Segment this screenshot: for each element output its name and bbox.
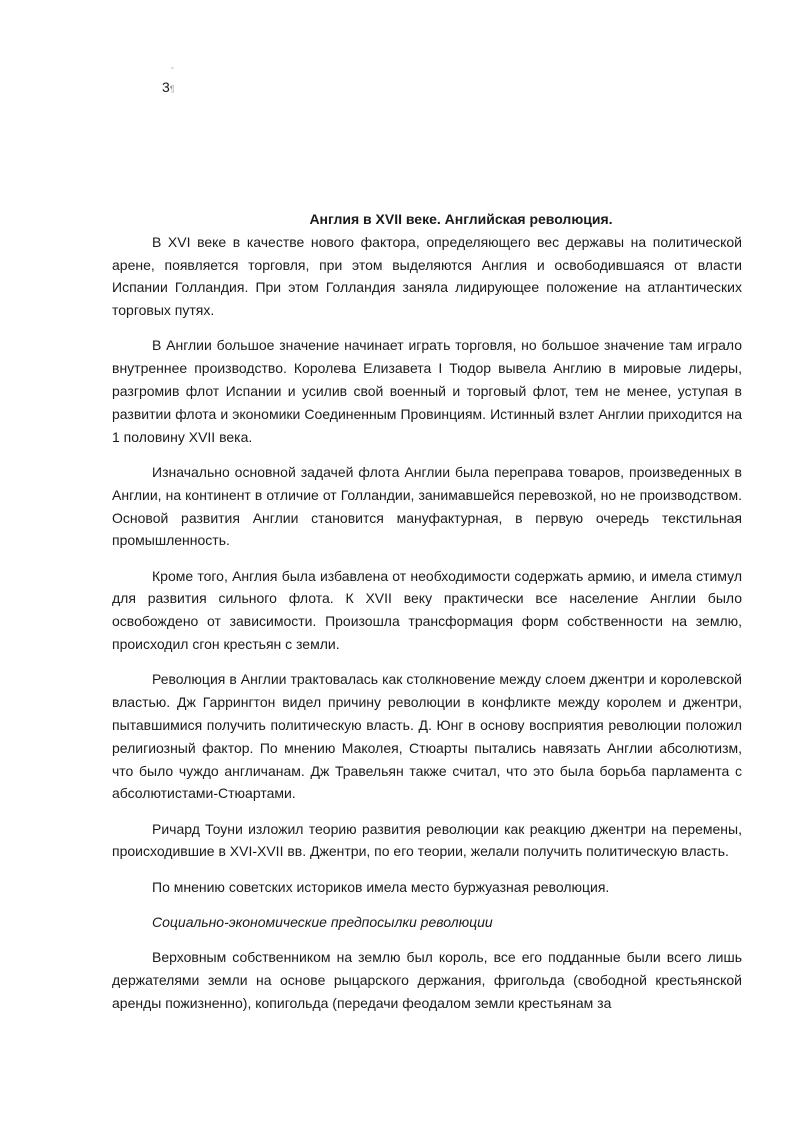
page-number [162, 78, 175, 98]
pilcrow-icon: ¶ [169, 84, 175, 94]
formatting-mark: ° [171, 67, 174, 74]
paragraph: Изначально основной задачей флота Англии была переправа товаров, произведенных в Англии, на континент в отличие от Голландии, занимавшейся перевозкой, но не производством. Основой развития Англии становится мануфактурная, в первую очередь текстильная промышленность. [112, 463, 742, 549]
document-title: Англия в XVII веке. Английская революция. [309, 211, 613, 227]
paragraph: По мнению советских историков имела место буржуазная революция. [152, 878, 610, 895]
paragraph: Ричард Тоуни изложил теорию развития революции как реакцию джентри на перемены, происходившие в XVI-XVII вв. Джентри, по его теории, желали получить политическую власть. [112, 820, 742, 860]
paragraph: Кроме того, Англия была избавлена от необходимости содержать армию, и имела стимул для развития сильного флота. К XVII веку практически все население Англии было освобождено от зависимости. Произошла трансформация форм собственности на землю, происходил сгон крестьян с земли. [112, 567, 742, 653]
paragraph: Революция в Англии трактовалась как столкновение между слоем джентри и королевской властью. Дж Гаррингтон видел причину революции в конфликте между королем и джентри, пытавшимися получить политическую власть. Д. Юнг в основу восприятия революции положил религиозный фактор. По мнению Маколея, Стюарты пытались навязать Англии абсолютизм, что было чуждо англичанам. Дж Травельян также считал, что это была борьба парламента с абсолютистами-Стюартами. [112, 671, 742, 802]
paragraph: В Англии большое значение начинает играть торговля, но большое значение там играло внутреннее производство. Королева Елизавета I Тюдор вывела Англию в мировые лидеры, разгромив флот Испании и усилив свой военный и торговый флот, тем не менее, уступая в развитии флота и экономики Соединенным Провинциям. Истинный взлет Англии приходится на 1 половину XVII века. [112, 337, 742, 445]
document-body [112, 208, 742, 1027]
paragraph: В XVI веке в качестве нового фактора, определяющего вес державы на политической арене, появляется торговля, при этом выделяются Англия и освободившаяся от власти Испании Голландия. При этом Голландия заняла лидирующее положение на атлантических торговых путях. [112, 233, 742, 319]
page-number-value: 3 [162, 79, 170, 95]
section-subheading: Социально-экономические предпосылки революции [152, 914, 493, 931]
paragraph: Верховным собственником на землю был король, все его подданные были всего лишь держателями земли на основе рыцарского держания, фригольда (свободной крестьянской аренды пожизненно), копигольда (передачи феодалом земли крестьянам за [112, 949, 742, 1011]
